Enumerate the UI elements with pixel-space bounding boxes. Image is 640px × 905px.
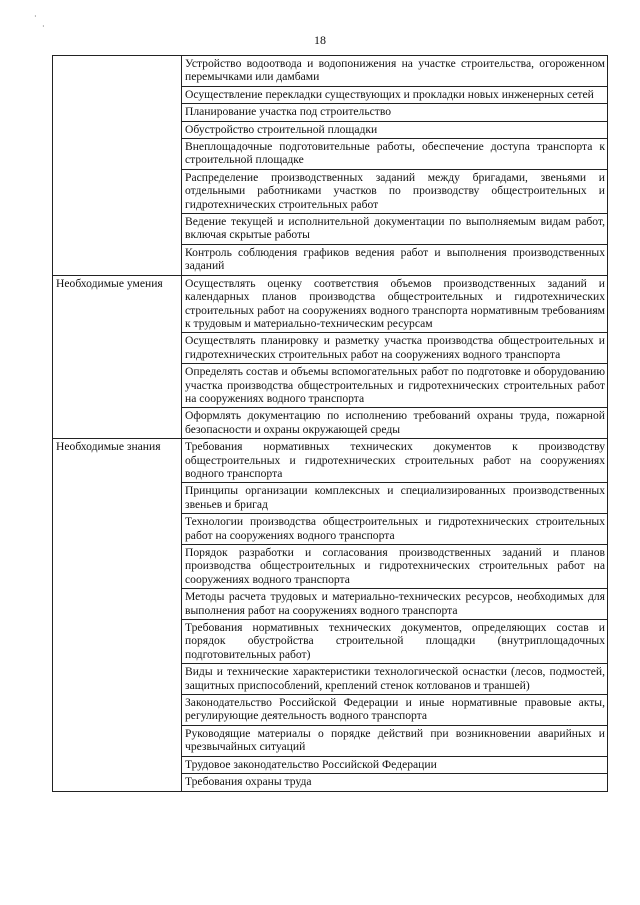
table-cell: Трудовое законодательство Российской Федерации (182, 756, 608, 773)
table-cell: Обустройство строительной площадки (182, 121, 608, 138)
table-cell: Планирование участка под строительство (182, 104, 608, 121)
table-cell: Виды и технические характеристики технологической оснастки (лесов, подмостей, защитных приспособлений, креплений стенок котлованов и траншей) (182, 664, 608, 695)
table-cell: Контроль соблюдения графиков ведения работ и выполнения производственных заданий (182, 244, 608, 275)
table-cell: Требования охраны труда (182, 774, 608, 791)
table-cell: Внеплощадочные подготовительные работы, обеспечение доступа транспорта к строительной площадке (182, 139, 608, 170)
table-cell: Принципы организации комплексных и специализированных производственных звеньев и бригад (182, 483, 608, 514)
table-cell: Требования нормативных технических документов, определяющих состав и порядок обустройства строительной площадки (внутриплощадочных подготовительных работ) (182, 620, 608, 664)
section-label-knowledge: Необходимые знания (53, 439, 182, 791)
competency-table (52, 55, 608, 792)
table-cell: Оформлять документацию по исполнению требований охраны труда, пожарной безопасности и охраны окружающей среды (182, 408, 608, 439)
table-cell: Руководящие материалы о порядке действий при возникновении аварийных и чрезвычайных ситуаций (182, 725, 608, 756)
section-label (53, 56, 182, 276)
table-cell: Методы расчета трудовых и материально-технических ресурсов, необходимых для выполнения работ на сооружениях водного транспорта (182, 589, 608, 620)
scan-mark: · (34, 12, 37, 21)
table-cell: Законодательство Российской Федерации и иные нормативные правовые акты, регулирующие деятельность водного транспорта (182, 695, 608, 726)
table-row (53, 439, 608, 483)
table-row (53, 275, 608, 333)
table-cell: Определять состав и объемы вспомогательных работ по подготовке и оборудованию участка производства общестроительных и гидротехнических строительных работ на сооружениях водного транспорта (182, 364, 608, 408)
scan-mark: · (42, 22, 45, 31)
table-cell: Требования нормативных технических документов к производству общестроительных и гидротехнических строительных работ на сооружениях водного транспорта (182, 439, 608, 483)
table-cell: Осуществление перекладки существующих и прокладки новых инженерных сетей (182, 86, 608, 103)
section-label-skills: Необходимые умения (53, 275, 182, 438)
table-cell: Осуществлять оценку соответствия объемов производственных заданий и календарных планов производства общестроительных и гидротехнических строительных работ на сооружениях водного транспорта нормативным требованиям к трудовым и материально-техническим ресурсам (182, 275, 608, 333)
table-row (53, 56, 608, 87)
page-number: 18 (314, 33, 326, 47)
table-cell: Порядок разработки и согласования производственных заданий и планов производства общестроительных и гидротехнических строительных работ на сооружениях водного транспорта (182, 545, 608, 589)
table-cell: Осуществлять планировку и разметку участка производства общестроительных и гидротехнических строительных работ на сооружениях водного транспорта (182, 333, 608, 364)
table-cell: Устройство водоотвода и водопонижения на участке строительства, огороженном перемычками или дамбами (182, 56, 608, 87)
table-cell: Распределение производственных заданий между бригадами, звеньями и отдельными работниками участков по производству общестроительных и гидротехнических строительных работ (182, 169, 608, 213)
table-cell: Технологии производства общестроительных и гидротехнических строительных работ на сооружениях водного транспорта (182, 514, 608, 545)
table-cell: Ведение текущей и исполнительной документации по выполняемым видам работ, включая скрытые работы (182, 214, 608, 245)
